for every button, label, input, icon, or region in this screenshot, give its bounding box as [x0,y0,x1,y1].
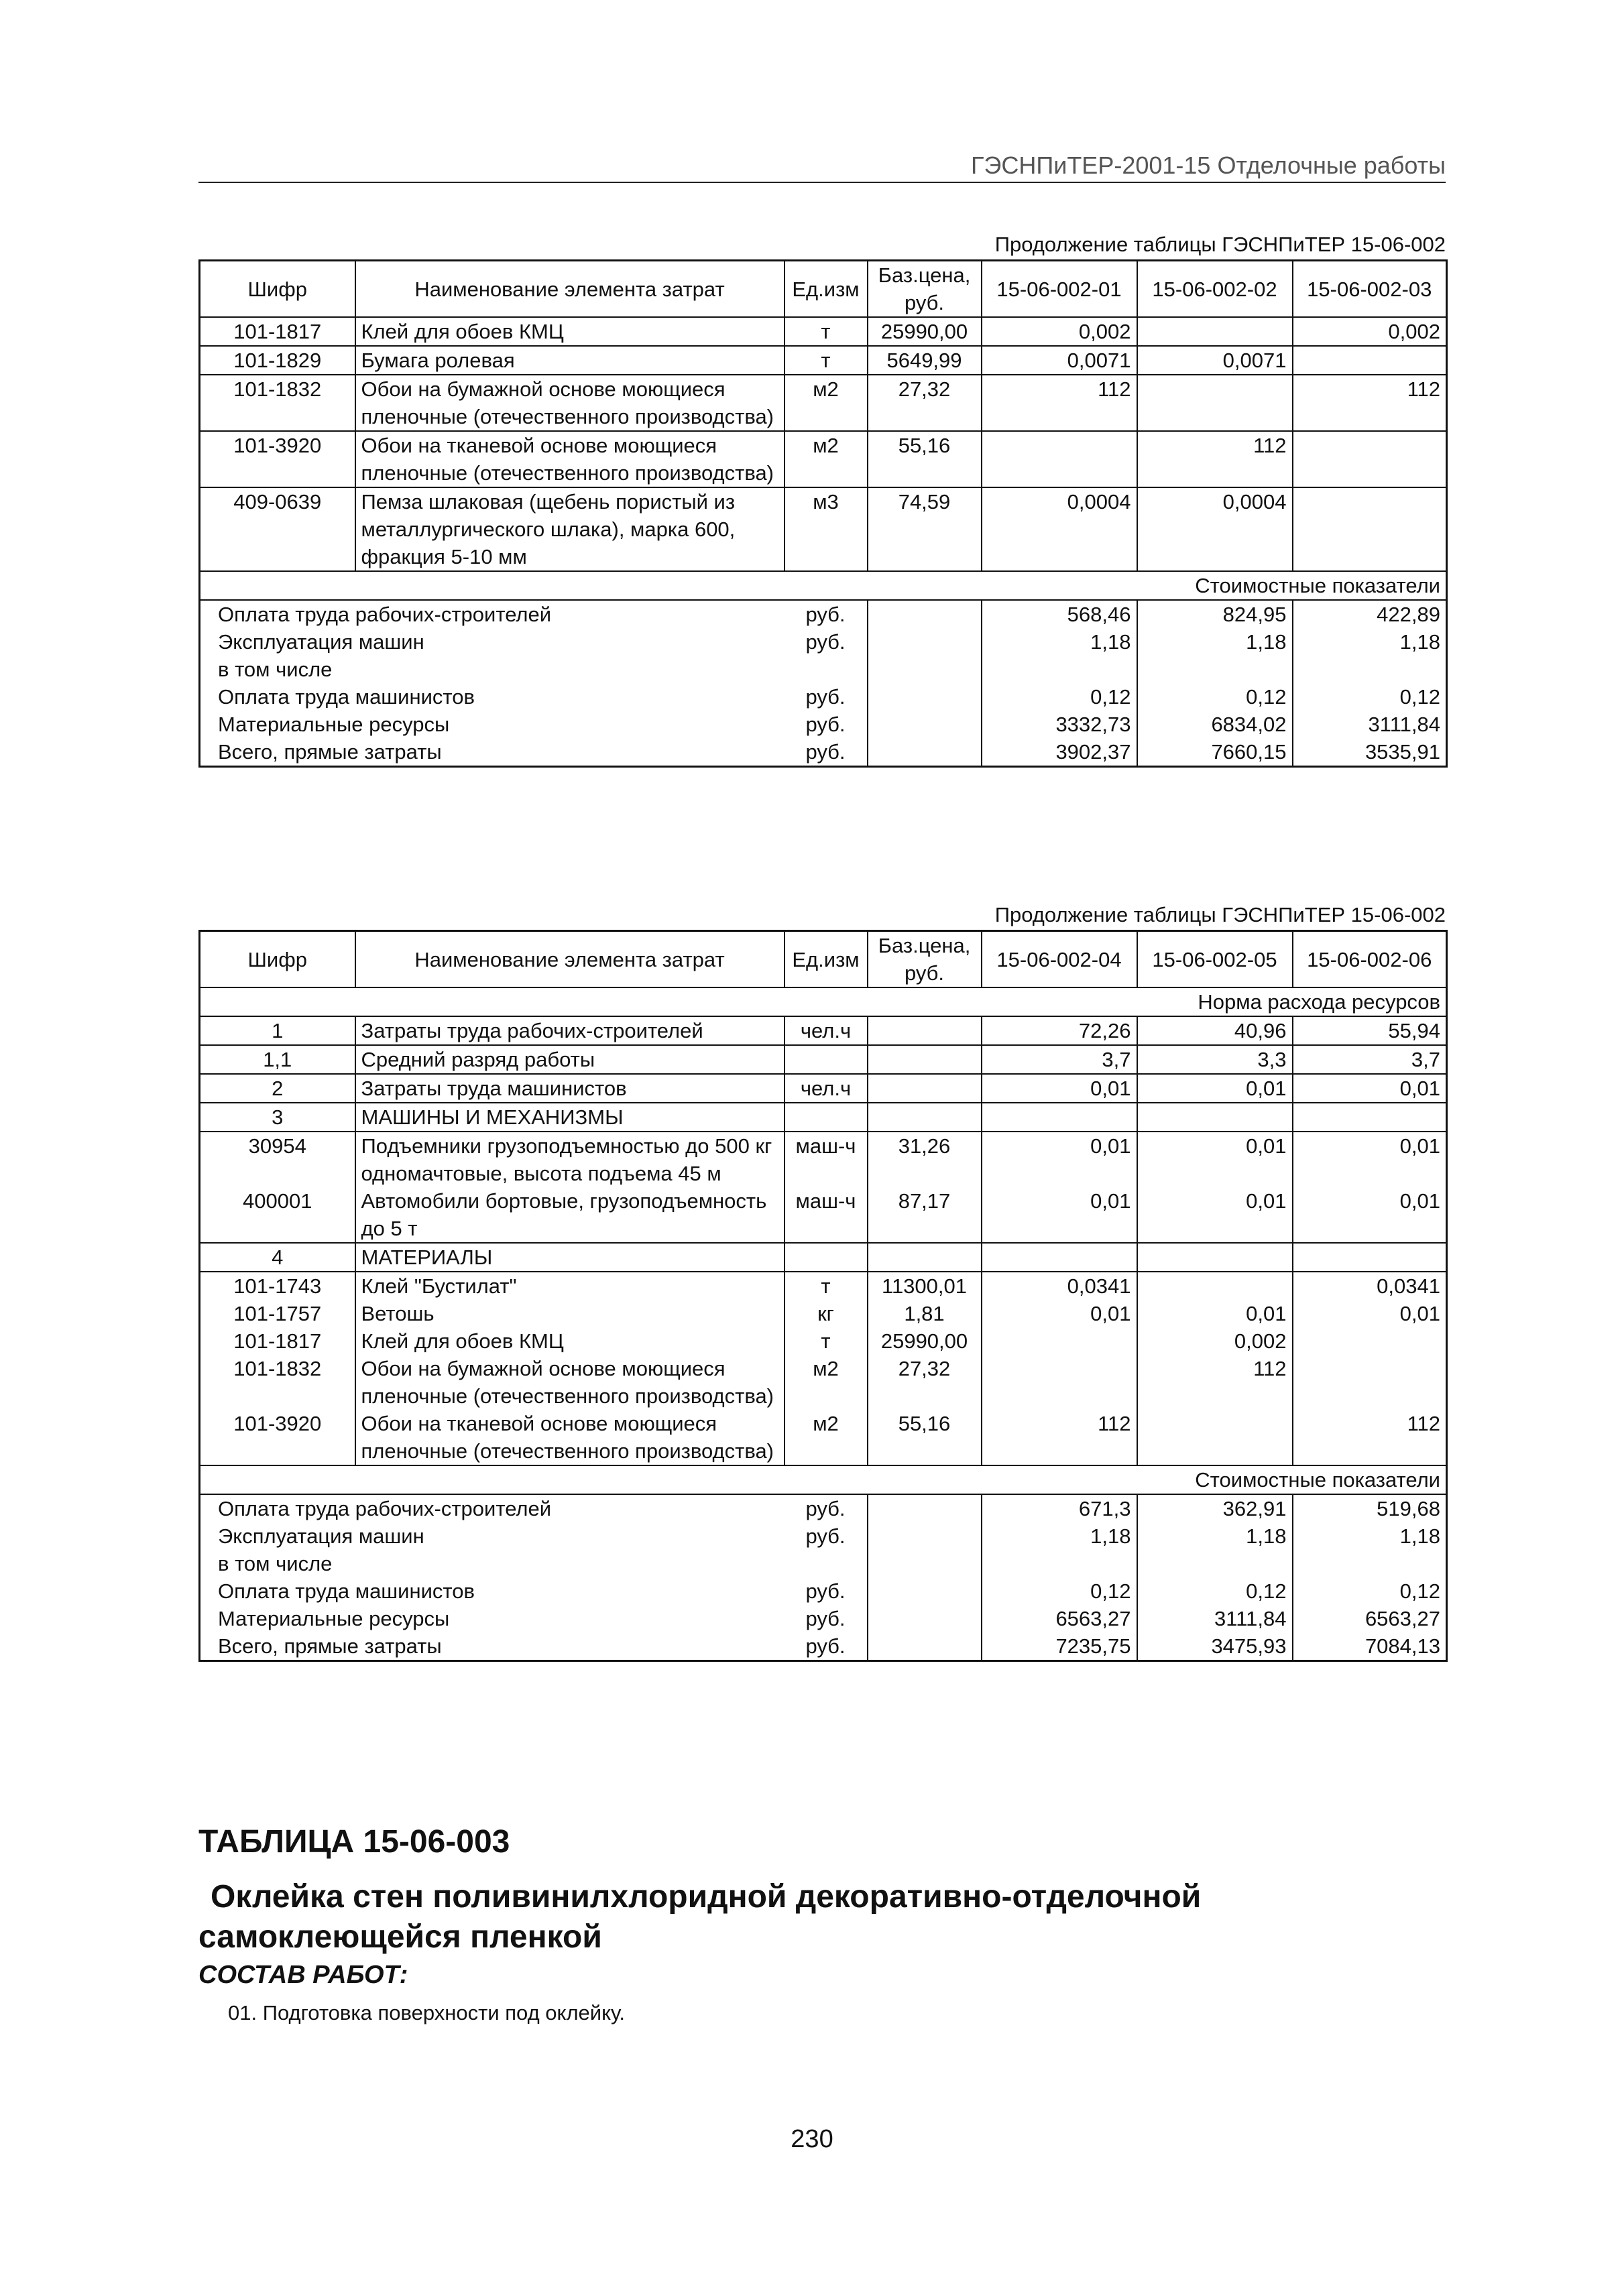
summary-row [200,628,1447,656]
table1-continuation-label: Продолжение таблицы ГЭСНПиТЕР 15-06-002 [994,233,1446,256]
summary-row [200,1577,1447,1605]
row-unit: чел.ч [785,1074,868,1103]
row-name: Обои на тканевой основе моющиеся пленочные (отечественного производства) [355,1410,785,1465]
row-price [868,1074,982,1103]
row-price [868,1045,982,1074]
table-row [200,1132,1447,1187]
summary-price [868,656,982,683]
row-value-2: 40,96 [1137,1016,1293,1045]
summary-unit: руб. [785,1494,868,1522]
header-col2: 15-06-002-02 [1137,261,1293,318]
row-unit: чел.ч [785,1016,868,1045]
row-value-1: 0,002 [982,317,1137,346]
row-value-1: 72,26 [982,1016,1137,1045]
row-value-1: 0,01 [982,1187,1137,1243]
row-value-3: 0,01 [1293,1132,1447,1187]
summary-price [868,1632,982,1661]
summary-row [200,711,1447,738]
row-value-2 [1137,1103,1293,1132]
summary-row [200,1522,1447,1550]
summary-price [868,1494,982,1522]
row-price: 27,32 [868,1355,982,1410]
summary-price [868,1577,982,1605]
row-unit: м2 [785,431,868,487]
row-code: 101-1829 [200,346,355,375]
row-value-2: 0,01 [1137,1300,1293,1327]
row-code: 1 [200,1016,355,1045]
summary-row [200,1605,1447,1632]
summary-price [868,600,982,628]
table-subtitle: Оклейка стен поливинилхлоридной декоративно-отделочной самоклеющейся пленкой [198,1879,1202,1955]
row-value-1: 112 [982,375,1137,431]
header-price: Баз.цена, руб. [868,931,982,988]
summary-value-1: 1,18 [982,628,1137,656]
row-value-2 [1137,375,1293,431]
summary-value-1: 7235,75 [982,1632,1137,1661]
summary-value-3: 1,18 [1399,1524,1440,1548]
summary-value-3: 3535,91 [1365,740,1440,764]
header-name: Наименование элемента затрат [355,261,785,318]
table-row [200,1410,1447,1465]
row-unit: маш-ч [785,1132,868,1187]
summary-unit [785,1550,868,1577]
row-price: 25990,00 [868,317,982,346]
row-value-1: 0,0071 [982,346,1137,375]
summary-price [868,738,982,767]
table-row [200,1300,1447,1327]
row-name: Средний разряд работы [355,1045,785,1074]
sostav-label: СОСТАВ РАБОТ: [198,1961,408,1989]
header-code: Шифр [200,931,355,988]
summary-row [200,1632,1447,1661]
row-value-2 [1137,317,1293,346]
table-row [200,1187,1447,1243]
table-row [200,1103,1447,1132]
summary-unit: руб. [785,628,868,656]
row-value-2: 0,002 [1137,1327,1293,1355]
row-code: 101-1757 [233,1302,322,1325]
row-value-2 [1137,1272,1293,1300]
summary-name: Эксплуатация машин [218,630,424,654]
row-name: МАШИНЫ И МЕХАНИЗМЫ [355,1103,785,1132]
summary-unit: руб. [785,1605,868,1632]
table-row [200,487,1447,571]
summary-row [200,1494,1447,1522]
row-price [868,1016,982,1045]
table1-header-row [200,261,1447,318]
row-price: 87,17 [868,1187,982,1243]
row-name: Ветошь [355,1300,785,1327]
row-value-3 [1293,1355,1447,1410]
summary-value-1: 3332,73 [982,711,1137,738]
summary-value-3: 519,68 [1377,1497,1440,1520]
row-name: Клей для обоев КМЦ [355,1327,785,1355]
table2 [198,930,1448,1662]
row-name: Клей для обоев КМЦ [355,317,785,346]
row-value-2 [1137,1243,1293,1272]
summary-value-1 [982,1550,1137,1577]
row-value-1: 0,0341 [982,1272,1137,1300]
header-code: Шифр [200,261,355,318]
row-value-3: 112 [1407,1412,1440,1435]
row-value-1: 0,01 [982,1300,1137,1327]
row-value-2: 0,01 [1137,1132,1293,1187]
row-value-2: 0,01 [1137,1187,1293,1243]
row-code: 101-1817 [233,320,322,343]
row-code: 3 [200,1103,355,1132]
row-unit: т [785,1327,868,1355]
row-value-1: 3,7 [982,1045,1137,1074]
summary-name: Оплата труда рабочих-строителей [218,603,552,626]
summary-unit [785,656,868,683]
table-row [200,1045,1447,1074]
row-name: Пемза шлаковая (щебень пористый из металлургического шлака), марка 600, фракция 5-10 мм [355,487,785,571]
table-title: ТАБЛИЦА 15-06-003 [198,1824,510,1860]
row-value-3 [1293,1103,1447,1132]
summary-value-1: 671,3 [982,1494,1137,1522]
row-code: 101-1743 [200,1272,355,1300]
row-value-3 [1293,431,1447,487]
header-col1: 15-06-002-04 [982,931,1137,988]
summary-price [868,1550,982,1577]
summary-value-2: 1,18 [1137,628,1293,656]
row-unit: м2 [785,1355,868,1410]
row-unit: м3 [785,487,868,571]
row-value-3: 55,94 [1293,1016,1447,1045]
row-unit: м2 [785,1410,868,1465]
summary-value-3: 0,12 [1399,685,1440,709]
row-code: 101-1832 [200,375,355,431]
row-value-1 [982,1327,1137,1355]
summary-value-3: 1,18 [1399,630,1440,654]
row-value-3 [1293,346,1447,375]
summary-row [200,1550,1447,1577]
summary-name: Всего, прямые затраты [218,1634,442,1658]
summary-value-2: 0,12 [1137,683,1293,711]
table2-header-row [200,931,1447,988]
summary-value-2 [1137,656,1293,683]
summary-value-3 [1293,656,1447,683]
page-number: 230 [791,2125,833,2153]
summary-row [200,600,1447,628]
summary-name: Оплата труда машинистов [218,1579,475,1603]
summary-unit: руб. [785,600,868,628]
summary-price [868,1522,982,1550]
row-name: Подъемники грузоподъемностью до 500 кг одномачтовые, высота подъема 45 м [355,1132,785,1187]
header-col3: 15-06-002-03 [1293,261,1447,318]
row-price: 25990,00 [868,1327,982,1355]
header-name: Наименование элемента затрат [355,931,785,988]
table1 [198,259,1448,768]
summary-unit: руб. [785,1632,868,1661]
header-col1: 15-06-002-01 [982,261,1137,318]
summary-price [868,1605,982,1632]
summary-price [868,683,982,711]
row-unit: м2 [785,375,868,431]
row-value-2 [1137,1410,1293,1465]
row-value-1: 0,01 [982,1132,1137,1187]
summary-value-2: 824,95 [1137,600,1293,628]
summary-unit: руб. [785,1522,868,1550]
table-row [200,1243,1447,1272]
table-row [200,1272,1447,1300]
row-price [868,1243,982,1272]
table2-continuation-label: Продолжение таблицы ГЭСНПиТЕР 15-06-002 [994,903,1446,926]
row-price: 27,32 [868,375,982,431]
row-code: 101-1817 [233,1329,322,1353]
row-price: 74,59 [868,487,982,571]
summary-name: Всего, прямые затраты [218,740,442,764]
row-value-1 [982,1355,1137,1410]
operation-item: 01. Подготовка поверхности под оклейку. [228,2001,626,2025]
summary-value-3 [1293,1550,1447,1577]
row-value-1 [982,1103,1137,1132]
table-row [200,317,1447,346]
row-price: 55,16 [868,431,982,487]
row-value-3: 0,01 [1399,1189,1440,1213]
summary-value-3: 0,12 [1399,1579,1440,1603]
row-unit [785,1045,868,1074]
row-unit: маш-ч [785,1187,868,1243]
row-price: 31,26 [868,1132,982,1187]
summary-name: Оплата труда машинистов [218,685,475,709]
summary-value-2: 3111,84 [1137,1605,1293,1632]
row-value-3 [1293,1327,1447,1355]
row-name: Обои на бумажной основе моющиеся пленочные (отечественного производства) [355,375,785,431]
row-value-3 [1293,487,1447,571]
summary-name: Оплата труда рабочих-строителей [218,1497,552,1520]
norm-band-label: Норма расхода ресурсов [200,987,1447,1016]
summary-value-1 [982,656,1137,683]
row-unit: кг [785,1300,868,1327]
row-price: 5649,99 [868,346,982,375]
table-row [200,375,1447,431]
summary-row [200,738,1447,767]
summary-value-2 [1137,1550,1293,1577]
row-name: Обои на бумажной основе моющиеся пленочные (отечественного производства) [355,1355,785,1410]
row-value-2: 112 [1137,1355,1293,1410]
summary-price [868,711,982,738]
summary-name: Материальные ресурсы [218,713,450,736]
summary-value-3: 422,89 [1377,603,1440,626]
table-row [200,1327,1447,1355]
row-value-2: 3,3 [1137,1045,1293,1074]
row-price: 1,81 [868,1300,982,1327]
row-code: 30954 [200,1132,355,1187]
header-col2: 15-06-002-05 [1137,931,1293,988]
row-code: 409-0639 [200,487,355,571]
cost-band-row [200,1465,1447,1494]
norm-band-row [200,987,1447,1016]
cost-band-label: Стоимостные показатели [200,1465,1447,1494]
summary-value-2: 0,12 [1137,1577,1293,1605]
summary-value-2: 1,18 [1137,1522,1293,1550]
row-name: Затраты труда рабочих-строителей [355,1016,785,1045]
row-value-1 [982,431,1137,487]
table-row [200,1016,1447,1045]
summary-value-2: 6834,02 [1137,711,1293,738]
cost-band-label: Стоимостные показатели [200,571,1447,600]
row-value-1: 0,0004 [982,487,1137,571]
row-value-2: 0,0004 [1137,487,1293,571]
summary-value-2: 3475,93 [1137,1632,1293,1661]
row-unit [785,1243,868,1272]
row-value-2: 0,01 [1137,1074,1293,1103]
table-row [200,1355,1447,1410]
row-name: Бумага ролевая [355,346,785,375]
summary-name: в том числе [218,1552,333,1575]
row-value-3: 0,002 [1388,320,1440,343]
summary-row [200,656,1447,683]
row-value-3: 3,7 [1293,1045,1447,1074]
row-name: Автомобили бортовые, грузоподъемность до 5 т [355,1187,785,1243]
summary-value-2: 7660,15 [1137,738,1293,767]
header-unit: Ед.изм [785,261,868,318]
summary-unit: руб. [785,683,868,711]
row-value-3 [1293,1243,1447,1272]
page-header: ГЭСНПиТЕР-2001-15 Отделочные работы [198,151,1446,183]
row-value-1: 112 [982,1410,1137,1465]
row-name: Затраты труда машинистов [355,1074,785,1103]
summary-row [200,683,1447,711]
summary-value-1: 0,12 [982,683,1137,711]
summary-value-1: 3902,37 [982,738,1137,767]
row-unit [785,1103,868,1132]
summary-name: Эксплуатация машин [218,1524,424,1548]
summary-value-3: 7084,13 [1365,1634,1440,1658]
summary-unit: руб. [785,1577,868,1605]
row-unit: т [785,1272,868,1300]
table-row [200,346,1447,375]
row-code: 101-3920 [200,431,355,487]
row-code: 101-3920 [233,1412,322,1435]
table-row [200,1074,1447,1103]
row-code: 400001 [243,1189,312,1213]
row-name: Клей "Бустилат" [355,1272,785,1300]
summary-unit: руб. [785,711,868,738]
row-value-2: 112 [1137,431,1293,487]
row-code: 101-1832 [233,1357,322,1380]
row-unit: т [785,317,868,346]
summary-value-3: 3111,84 [1368,713,1440,736]
summary-price [868,628,982,656]
summary-value-3: 6563,27 [1365,1607,1440,1630]
summary-value-1: 568,46 [982,600,1137,628]
row-value-3: 0,0341 [1293,1272,1447,1300]
header-price: Баз.цена, руб. [868,261,982,318]
row-code: 4 [200,1243,355,1272]
summary-value-1: 0,12 [982,1577,1137,1605]
row-code: 1,1 [200,1045,355,1074]
summary-name: Материальные ресурсы [218,1607,450,1630]
row-value-3: 0,01 [1293,1074,1447,1103]
row-price: 55,16 [868,1410,982,1465]
row-value-1 [982,1243,1137,1272]
header-unit: Ед.изм [785,931,868,988]
row-name: Обои на тканевой основе моющиеся пленочные (отечественного производства) [355,431,785,487]
row-name: МАТЕРИАЛЫ [355,1243,785,1272]
row-unit: т [785,346,868,375]
summary-value-1: 6563,27 [982,1605,1137,1632]
table-row [200,431,1447,487]
row-price [868,1103,982,1132]
row-value-3: 0,01 [1399,1302,1440,1325]
row-price: 11300,01 [868,1272,982,1300]
header-col3: 15-06-002-06 [1293,931,1447,988]
row-value-2: 0,0071 [1137,346,1293,375]
row-value-3: 112 [1293,375,1447,431]
summary-value-1: 1,18 [982,1522,1137,1550]
row-value-1: 0,01 [982,1074,1137,1103]
summary-unit: руб. [785,738,868,767]
summary-name: в том числе [218,658,333,681]
cost-band-row [200,571,1447,600]
row-code: 2 [200,1074,355,1103]
summary-value-2: 362,91 [1137,1494,1293,1522]
